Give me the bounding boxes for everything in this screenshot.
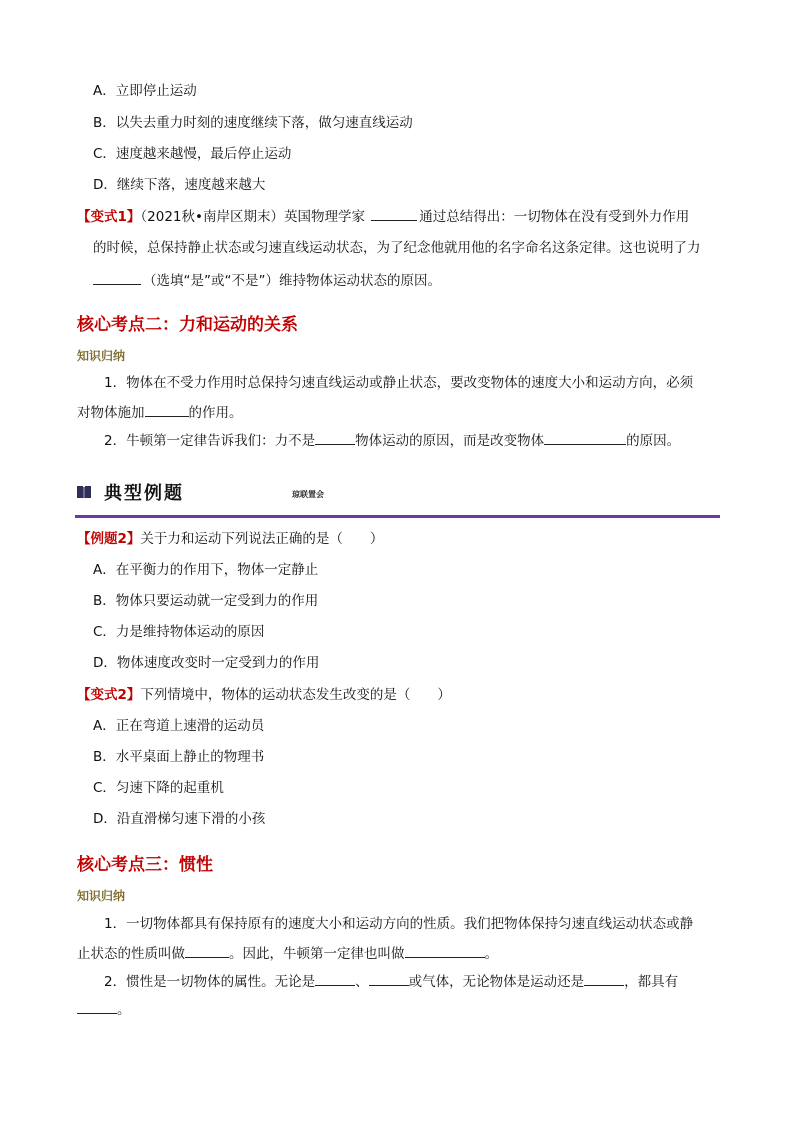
section2-blank-1 bbox=[145, 402, 189, 417]
section3-p1-line1: 1．一切物体都具有保持原有的速度大小和运动方向的性质。我们把物体保持匀速直线运动状态或静 bbox=[104, 916, 694, 932]
q1-option-c: C．速度越来越慢，最后停止运动 bbox=[93, 146, 292, 162]
section3-blank-1 bbox=[185, 943, 229, 958]
example2-question bbox=[77, 529, 383, 549]
variant2-option-a: A．正在弯道上速滑的运动员 bbox=[93, 718, 265, 734]
variant1-line3 bbox=[93, 270, 441, 291]
variant2-option-b: B．水平桌面上静止的物理书 bbox=[93, 749, 265, 765]
section3-p1-text3: 。 bbox=[484, 946, 498, 962]
example2-tag: 【例题2】 bbox=[77, 531, 141, 547]
variant2-tag: 【变式2】 bbox=[77, 687, 141, 703]
section2-p1-text2: 的作用。 bbox=[188, 405, 243, 421]
variant1-blank-1 bbox=[371, 206, 417, 221]
section2-p1-line2 bbox=[77, 402, 243, 423]
q1-option-d: D．继续下落，速度越来越大 bbox=[93, 177, 266, 193]
example2-option-c: C．力是维持物体运动的原因 bbox=[93, 624, 265, 640]
section2-p1-text1: 对物体施加 bbox=[77, 405, 145, 421]
banner-divider bbox=[75, 515, 720, 518]
variant1-line1 bbox=[77, 206, 689, 227]
section2-p2 bbox=[104, 430, 680, 451]
section3-p2-text1: 2．惯性是一切物体的属性。无论是 bbox=[104, 974, 316, 990]
section2-p2-text3: 的原因。 bbox=[626, 433, 681, 449]
section3-blank-2 bbox=[405, 943, 485, 958]
banner-title: 典型例题 bbox=[104, 483, 184, 504]
section2-blank-3 bbox=[544, 430, 626, 445]
section3-heading: 核心考点三：惯性 bbox=[77, 855, 213, 875]
variant1-tag: 【变式1】 bbox=[77, 209, 141, 225]
variant2-question-text: 下列情境中，物体的运动状态发生改变的是（ ） bbox=[140, 687, 451, 703]
section3-p2-text4: ，都具有 bbox=[624, 974, 679, 990]
variant1-text-a: 通过总结得出：一切物体在没有受到外力作用 bbox=[419, 209, 690, 225]
variant2-option-c: C．匀速下降的起重机 bbox=[93, 780, 224, 796]
section2-blank-2 bbox=[315, 430, 355, 445]
section3-p1-text2: 。因此，牛顿第一定律也叫做 bbox=[229, 946, 405, 962]
variant1-line2: 的时候，总保持静止状态或匀速直线运动状态，为了纪念他就用他的名字命名这条定律。这也说明了力 bbox=[93, 240, 701, 256]
section3-p2-text2: 、 bbox=[355, 974, 369, 990]
banner-subtitle: 琼联置会 bbox=[292, 490, 324, 499]
q1-option-b: B．以失去重力时刻的速度继续下落，做匀速直线运动 bbox=[93, 115, 413, 131]
variant1-source: （2021秋•南岸区期末）英国物理学家 bbox=[140, 209, 365, 225]
section2-p1-line1: 1．物体在不受力作用时总保持匀速直线运动或静止状态，要改变物体的速度大小和运动方向，必须 bbox=[104, 375, 694, 391]
section3-blank-3 bbox=[315, 971, 355, 986]
example2-option-a: A．在平衡力的作用下，物体一定静止 bbox=[93, 562, 319, 578]
section3-subhead: 知识归纳 bbox=[77, 889, 126, 903]
book-icon bbox=[76, 484, 92, 500]
section3-p2-line2 bbox=[77, 999, 131, 1020]
section3-p1-text1: 止状态的性质叫做 bbox=[77, 946, 185, 962]
section3-p2-line1 bbox=[104, 971, 678, 992]
section3-p2-text3: 或气体，无论物体是运动还是 bbox=[408, 974, 585, 990]
q1-option-a: A．立即停止运动 bbox=[93, 83, 197, 99]
example2-option-d: D．物体速度改变时一定受到力的作用 bbox=[93, 655, 320, 671]
variant2-question bbox=[77, 685, 451, 705]
section2-subhead: 知识归纳 bbox=[77, 349, 126, 363]
section2-p2-text1: 2．牛顿第一定律告诉我们：力不是 bbox=[104, 433, 316, 449]
section3-p2-text5: 。 bbox=[117, 1002, 131, 1018]
example2-option-b: B．物体只要运动就一定受到力的作用 bbox=[93, 593, 319, 609]
section3-blank-6 bbox=[77, 999, 117, 1014]
section2-p2-text2: 物体运动的原因，而是改变物体 bbox=[355, 433, 545, 449]
section3-blank-5 bbox=[584, 971, 624, 986]
variant1-line3-rest: （选填“是”或“不是”）维持物体运动状态的原因。 bbox=[143, 273, 441, 289]
section3-blank-4 bbox=[369, 971, 409, 986]
variant2-option-d: D．沿直滑梯匀速下滑的小孩 bbox=[93, 811, 266, 827]
example2-question-text: 关于力和运动下列说法正确的是（ ） bbox=[140, 531, 384, 547]
variant1-blank-2 bbox=[93, 270, 141, 285]
section2-heading: 核心考点二：力和运动的关系 bbox=[77, 315, 298, 335]
section3-p1-line2 bbox=[77, 943, 498, 964]
